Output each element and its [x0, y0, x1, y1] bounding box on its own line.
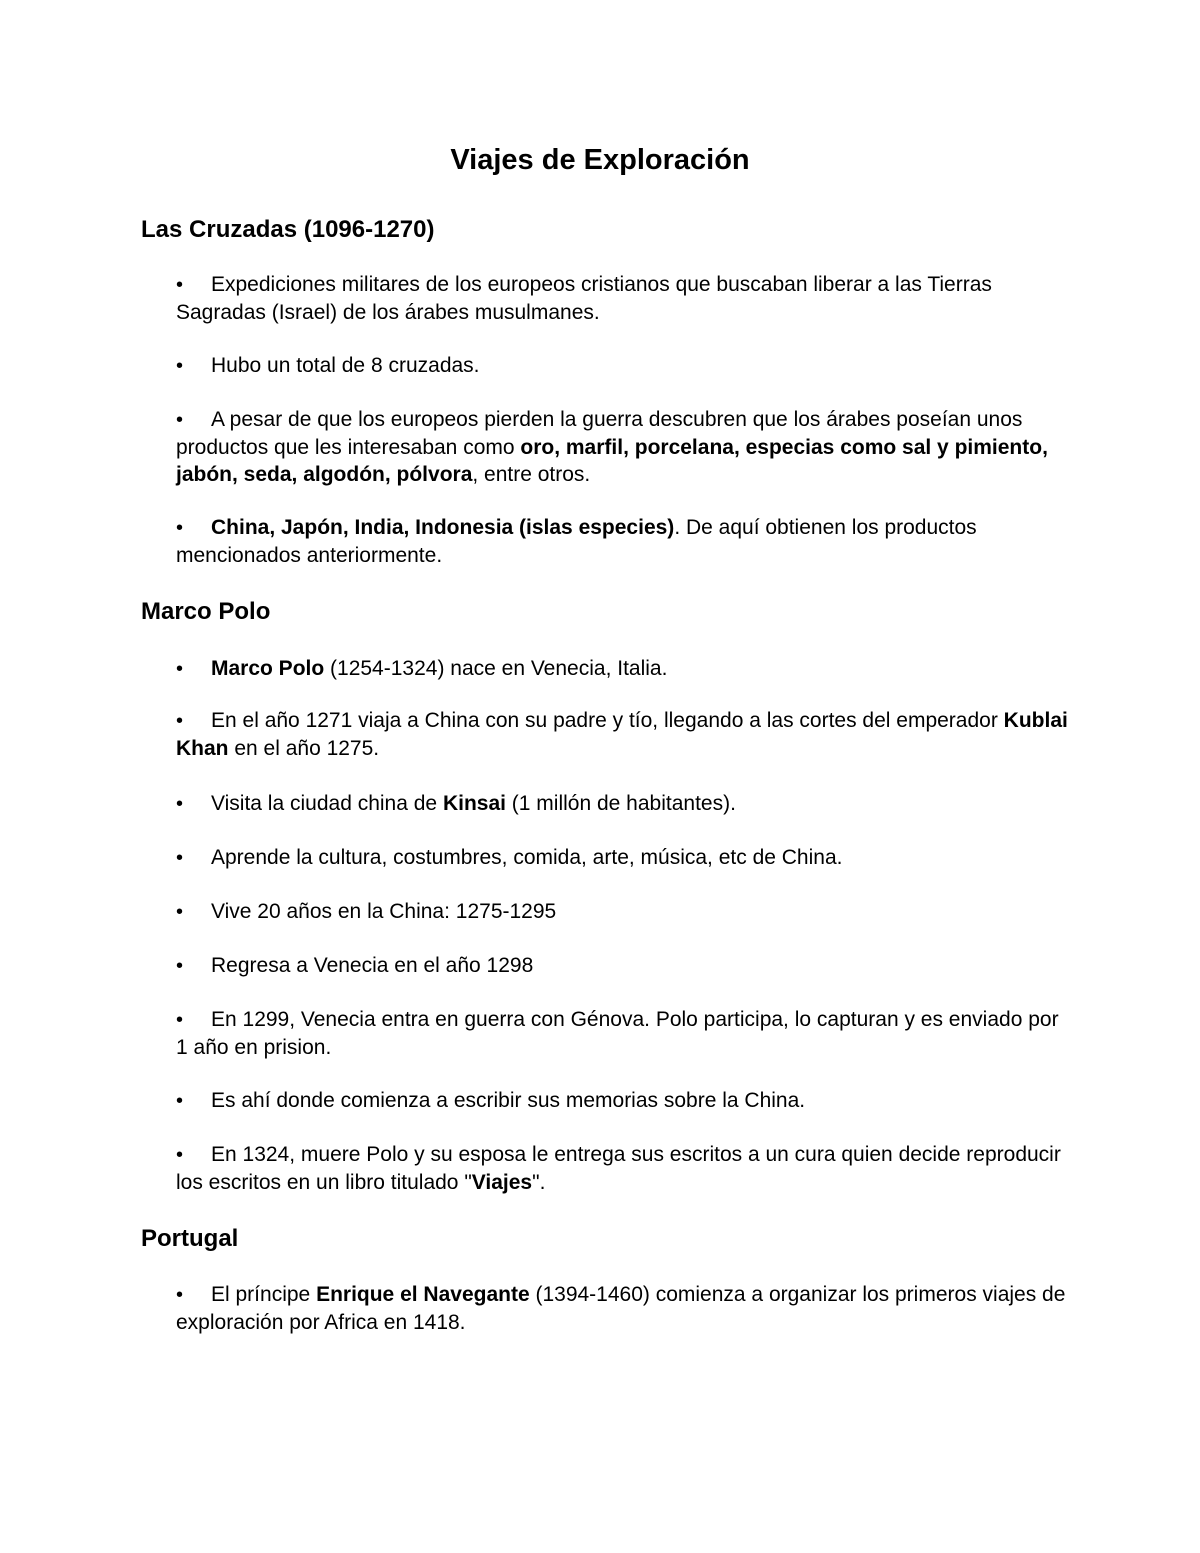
list-item	[176, 1281, 1076, 1336]
list-item	[176, 844, 1076, 872]
list-item	[176, 406, 1076, 488]
text-run: (1 millón de habitantes).	[505, 792, 736, 815]
text-run: En 1299, Venecia entra en guerra con Génova. Polo participa, lo capturan y es enviado por 1 año en prision.	[176, 1008, 1059, 1059]
bullet-icon: •	[176, 847, 184, 869]
text-run: en el año 1275.	[228, 737, 380, 760]
document-title: Viajes de Exploración	[450, 144, 750, 176]
bold-text: Kinsai	[442, 792, 506, 815]
bullet-icon: •	[176, 1284, 184, 1306]
text-run: Es ahí donde comienza a escribir sus memorias sobre la China.	[211, 1089, 806, 1112]
bullet-icon: •	[176, 517, 184, 539]
bold-text: Kublai Khan	[176, 709, 1068, 760]
list-item	[176, 790, 1076, 818]
text-run: A pesar de que los europeos pierden la guerra descubren que los árabes poseían unos productos que les interesaban como	[176, 408, 1023, 459]
bold-text: Marco Polo	[211, 657, 325, 680]
list-item	[176, 1087, 1076, 1115]
section-heading-marco-polo: Marco Polo	[141, 598, 271, 625]
text-run: En el año 1271 viaja a China con su padre y tío, llegando a las cortes del emperador	[211, 709, 1004, 732]
text-run: Visita la ciudad china de	[211, 792, 443, 815]
list-item	[176, 271, 1076, 326]
bullet-icon: •	[176, 793, 184, 815]
bullet-icon: •	[176, 274, 184, 296]
bold-text: Viajes	[471, 1171, 533, 1194]
bold-text: oro, marfil, porcelana, especias como sal y pimiento, jabón, seda, algodón, pólvora	[176, 436, 1048, 486]
list-item	[176, 1006, 1076, 1061]
text-run: . De aquí obtienen los productos mencionados anteriormente.	[176, 516, 977, 567]
text-run: Expediciones militares de los europeos cristianos que buscaban liberar a las Tierras Sagradas (Israel) de los árabes musulmanes.	[176, 273, 992, 324]
list-item	[176, 952, 1076, 980]
list-item	[176, 1141, 1076, 1196]
bullet-icon: •	[176, 658, 184, 680]
text-run: Regresa a Venecia en el año 1298	[211, 954, 534, 977]
text-run: Aprende la cultura, costumbres, comida, arte, música, etc de China.	[211, 846, 843, 869]
text-run: En 1324, muere Polo y su esposa le entrega sus escritos a un cura quien decide reproducir los escritos en un libro titulado "	[176, 1143, 1061, 1194]
text-run: , entre otros.	[472, 463, 591, 486]
list-item	[176, 655, 1076, 683]
bullet-icon: •	[176, 901, 184, 923]
text-run: (1254-1324) nace en Venecia, Italia.	[324, 657, 668, 680]
text-run: El príncipe	[211, 1283, 317, 1306]
bullet-icon: •	[176, 409, 184, 431]
bullet-icon: •	[176, 955, 184, 977]
section-heading-portugal: Portugal	[141, 1225, 239, 1252]
text-run: Hubo un total de 8 cruzadas.	[211, 354, 480, 377]
bullet-icon: •	[176, 710, 184, 732]
bullet-icon: •	[176, 1090, 184, 1112]
list-item	[176, 514, 1076, 569]
list-item	[176, 707, 1076, 762]
text-run: ".	[532, 1171, 546, 1194]
bullet-icon: •	[176, 355, 184, 377]
list-item	[176, 352, 1076, 380]
bold-text: China, Japón, India, Indonesia (islas especies)	[211, 516, 675, 539]
bullet-icon: •	[176, 1009, 184, 1031]
bold-text: Enrique el Navegante	[316, 1283, 530, 1306]
text-run: Vive 20 años en la China: 1275-1295	[211, 900, 557, 923]
section-heading-las-cruzadas: Las Cruzadas (1096-1270)	[141, 216, 435, 243]
list-item	[176, 898, 1076, 926]
bullet-icon: •	[176, 1144, 184, 1166]
text-run: (1394-1460) comienza a organizar los primeros viajes de exploración por Africa en 1418.	[176, 1283, 1066, 1334]
